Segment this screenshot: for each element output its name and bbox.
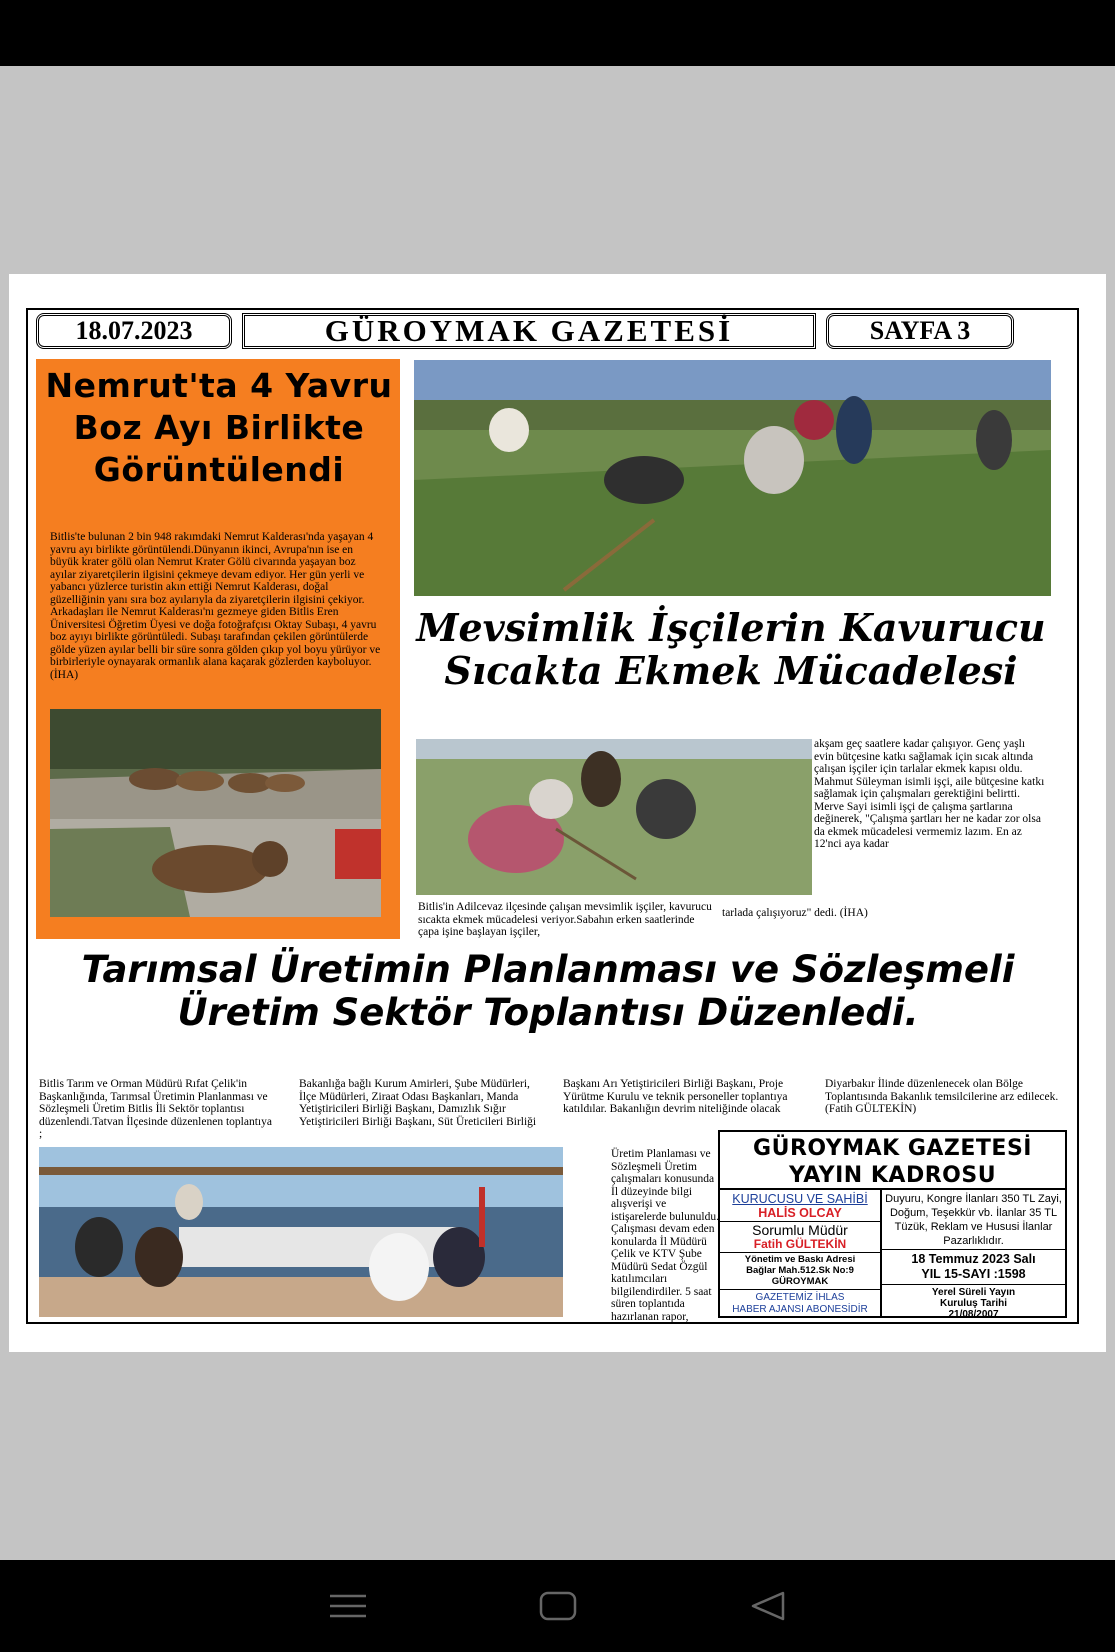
workers-body-end: tarlada çalışıyoruz" dedi. (İHA) <box>722 907 868 919</box>
meeting-col-3: Başkanı Arı Yetiştiricileri Birliği Başkanı, Proje Yürütme Kurulu ve teknik personeller toplantıya katıldılar. Bakanlığın devrim niteliğinde olacak <box>563 1078 788 1115</box>
founded-label: Kuruluş Tarihi <box>939 1298 1008 1309</box>
staff-box-left <box>720 1190 882 1316</box>
workers-field-photo <box>414 360 1051 596</box>
navigation-bar <box>0 1560 1115 1652</box>
meeting-headline: Tarımsal Üretimin Planlanması ve Sözleşmeli Üretim Sektör Toplantısı Düzenledi. <box>81 948 1015 1034</box>
founder-label: KURUCUSU VE SAHİBİ <box>732 1192 868 1206</box>
masthead: GÜROYMAK GAZETESİ <box>242 313 816 349</box>
address-label: Yönetim ve Baskı Adresi <box>744 1254 856 1265</box>
editor-name: Fatih GÜLTEKİN <box>753 1237 847 1251</box>
meeting-col-1: Bitlis Tarım ve Orman Müdürü Rıfat Çelik'in Başkanlığında, Tarımsal Üretimin Planlanması ve Sözleşmeli Üretim Bitlis İli Sektör toplantısı düzenlendi.Tatvan İlçesinde düzenlenen toplantıya ; <box>39 1078 272 1140</box>
editor-label: Sorumlu Müdür <box>752 1222 848 1238</box>
agency-line-1: GAZETEMİZ İHLAS <box>755 1292 845 1303</box>
staff-box-right <box>882 1190 1065 1320</box>
menu-lines-icon[interactable] <box>328 1586 368 1626</box>
workers-caption: Bitlis'in Adilcevaz ilçesinde çalışan mevsimlik işçiler, kavurucu sıcakta ekmek mücadelesi veriyor.Sabahın erken saatlerinde çapa işine başlayan işçiler, <box>418 901 712 938</box>
workers-hoeing-photo <box>416 739 812 895</box>
issue-date-line: 18 Temmuz 2023 Salı <box>911 1252 1036 1266</box>
local-periodical: Yerel Süreli Yayın <box>931 1287 1016 1298</box>
bears-article <box>36 359 400 939</box>
workers-body: akşam geç saatlere kadar çalışıyor. Genç yaşlı evin bütçesine katkı sağlamak için sıcak altında çalışan işçiler için tarlalar ekmek kapısı oldu. Mahmut Süleyman isimli işçi, aile bütçesine katkı sağlamak için çalışmaları gerektiğini belirtti. Merve Sayi isimli işçi de çalışma şartlarına değinerek, "Çalışma şartları her ne kadar zor olsa da ekmek mücadelesi vermemiz lazım. En az 12'nci aya kadar <box>814 738 1045 850</box>
founder-name: HALİS OLCAY <box>758 1206 842 1220</box>
back-triangle-icon[interactable] <box>748 1586 788 1626</box>
meeting-col-2: Bakanlığa bağlı Kurum Amirleri, Şube Müdürleri, İlçe Müdürleri, Ziraat Odası Başkanları, Manda Yetiştiricileri Birliği Başkanı, Damızlık Sığır Yetiştiricileri Birliği Başkanı, Süt Üreticileri Birliği <box>299 1078 537 1128</box>
address-line-1: Bağlar Mah.512.Sk No:9 <box>746 1265 854 1276</box>
staff-title-line-2: YAYIN KADROSU <box>788 1163 997 1188</box>
ads-info: Duyuru, Kongre İlanları 350 TL Zayi, Doğum, Teşekkür vb. İlanlar 35 TL Tüzük, Reklam ve Hususi İlanlar Pazarlıklıdır. <box>882 1190 1065 1250</box>
founded-date: 21/08/2007 <box>948 1309 999 1320</box>
rounded-square-icon[interactable] <box>538 1586 578 1626</box>
page-frame <box>26 308 1079 1324</box>
meeting-col-3-narrow: Üretim Planlaması ve Sözleşmeli Üretim çalışmaları konusunda İl düzeyinde bilgi alışverişi ve istişarelerde bulunuldu. Çalışması devam eden konularda İl Müdürü Çelik ve KTV Şube Müdürü Sedat Özgül katılımcıları bilgilendirdiler. 5 saat süren toplantıda hazırlanan rapor, <box>611 1148 719 1323</box>
agency-line-2: HABER AJANSI ABONESİDİR <box>732 1304 868 1315</box>
staff-box <box>718 1130 1067 1318</box>
workers-headline: Mevsimlik İşçilerin Kavurucu Sıcakta Ekmek Mücadelesi <box>416 605 1046 693</box>
meeting-photo <box>39 1147 563 1317</box>
bears-headline: Nemrut'ta 4 Yavru Boz Ayı Birlikte Görüntülendi <box>45 366 393 489</box>
staff-title-line-1: GÜROYMAK GAZETESİ <box>753 1136 1032 1161</box>
bears-photo <box>50 709 381 917</box>
bears-body: Bitlis'te bulunan 2 bin 948 rakımdaki Nemrut Kalderası'nda yaşayan 4 yavru ayı birlikte görüntülendi.Dünyanın ikinci, Avrupa'nın ise en büyük krater gölü olan Nemrut Krater Gölü civarında yaşayan boz ayılar ziyaretçilerin ilgisini çekmeye devam ediyor. Her gün yerli ve yabancı yüzlerce turistin akın ettiği Nemrut Kalderası, doğal güzelliğinin yanı sıra boz ayılarıyla da ziyaretçilerin ilgisini çekiyor. Arkadaşları ile Nemrut Kalderası'nı gezmeye giden Bitlis Eren Üniversitesi Öğretim Üyesi ve doğa fotoğrafçısı Oktay Subaşı, 4 yavru boz ayıyı birlikte görüntüledi. Subaşı tarafından çekilen görüntülerde gölde yüzen ayılar belli bir süre sonra gölden çıkıp yol boyu yürüyor ve birbirleriyle oynayarak ormanlık alana kaçarak gözlerden kayboluyor.(İHA) <box>50 531 381 681</box>
meeting-col-4: Diyarbakır İlinde düzenlenecek olan Bölge Toplantısında Bakanlık temsilcilerine arz edilecek. (Fatih GÜLTEKİN) <box>825 1078 1059 1115</box>
page-number: SAYFA 3 <box>826 313 1014 349</box>
status-bar <box>0 0 1115 66</box>
issue-number: YIL 15-SAYI :1598 <box>882 1267 1065 1285</box>
newspaper-page <box>9 274 1106 1352</box>
address-line-2: GÜROYMAK <box>771 1276 829 1287</box>
staff-box-title <box>720 1132 1065 1190</box>
issue-date: 18.07.2023 <box>36 313 232 349</box>
